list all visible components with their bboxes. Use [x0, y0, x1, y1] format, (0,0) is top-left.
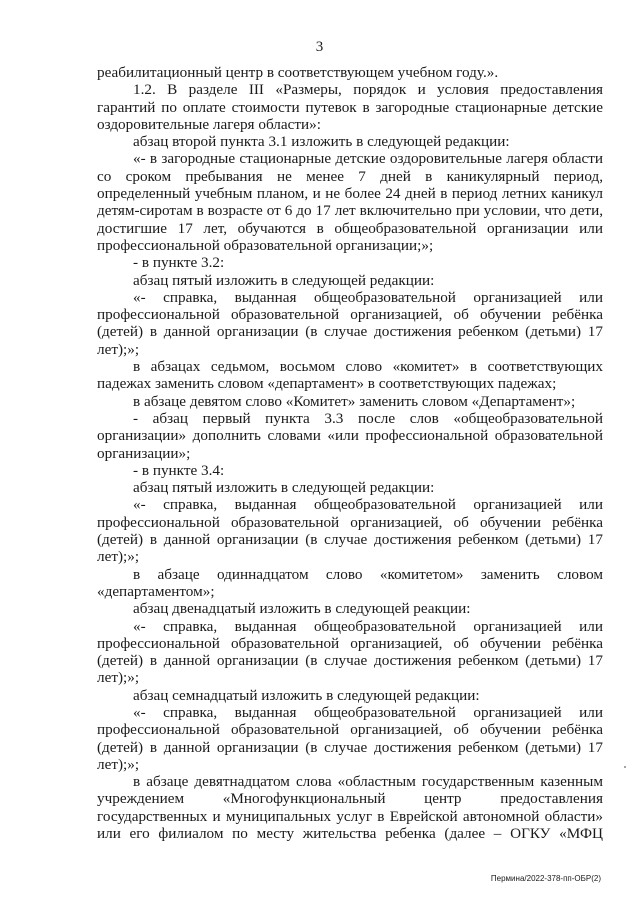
paragraph: в абзацах седьмом, восьмом слово «комитет» в соответствующих падежах заменить словом «департамент» в соответствующих падежах;: [97, 358, 603, 393]
paragraph: абзац пятый изложить в следующей редакции:: [133, 271, 435, 289]
scan-speck: [624, 766, 626, 768]
paragraph: в абзаце девятнадцатом слова «областным государственным казенным учреждением «Многофункциональный центр предоставления государственных и муниципальных услуг в Еврейской автономной области» или его филиалом по месту жительства ребенка (далее – ОГКУ «МФЦ: [97, 773, 603, 843]
paragraph: в абзаце одиннадцатом слово «комитетом» заменить словом «департаментом»;: [97, 565, 603, 600]
paragraph: - в пункте 3.4:: [133, 461, 225, 479]
paragraph: - абзац первый пункта 3.3 после слов «общеобразовательной организации» дополнить словами «или профессиональной образовательной организации»;: [97, 409, 603, 462]
paragraph: 1.2. В разделе III «Размеры, порядок и условия предоставления гарантий по оплате стоимости путевок в загородные стационарные детские оздоровительные лагеря области»:: [97, 81, 603, 133]
paragraph: «- справка, выданная общеобразовательной организацией или профессиональной образовательной организацией, об обучении ребёнка (детей) в данной организации (в случае достижения ребенком (детьми) 17 лет);»;: [97, 617, 603, 687]
page-number: 3: [315, 39, 324, 55]
paragraph: абзац второй пункта 3.1 изложить в следующей редакции:: [133, 133, 510, 151]
paragraph: «- справка, выданная общеобразовательной организацией или профессиональной образовательной организацией, об обучении ребёнка (детей) в данной организации (в случае достижения ребенком (детьми) 17 лет);»;: [97, 496, 603, 566]
paragraph: «- справка, выданная общеобразовательной организацией или профессиональной образовательной организацией, об обучении ребёнка (детей) в данной организации (в случае достижения ребенком (детьми) 17 лет);»;: [97, 703, 603, 773]
paragraph: реабилитационный центр в соответствующем учебном году.».: [97, 64, 499, 81]
paragraph: - в пункте 3.2:: [133, 254, 225, 272]
paragraph: абзац семнадцатый изложить в следующей редакции:: [133, 686, 480, 704]
paragraph: «- в загородные стационарные детские оздоровительные лагеря области со сроком пребывания не менее 7 дней в каникулярный период, определенный учебным планом, и не более 24 дней в период летних каникул детям-сиротам в возрасте от 6 до 17 лет включительно при условии, что дети, достигшие 17 лет, обучаются в общеобразовательной организации или профессиональной образовательной организации;»;: [97, 150, 603, 254]
footer-document-code: Пермина/2022-378-пп-ОБР(2): [490, 874, 601, 883]
document-body: [97, 64, 603, 842]
paragraph: «- справка, выданная общеобразовательной организацией или профессиональной образовательной организацией, об обучении ребёнка (детей) в данной организации (в случае достижения ребенком (детьми) 17 лет);»;: [97, 288, 603, 358]
paragraph: в абзаце девятом слово «Комитет» заменить словом «Департамент»;: [133, 392, 576, 410]
paragraph: абзац двенадцатый изложить в следующей реакции:: [133, 600, 471, 618]
paragraph: абзац пятый изложить в следующей редакции:: [133, 479, 435, 497]
